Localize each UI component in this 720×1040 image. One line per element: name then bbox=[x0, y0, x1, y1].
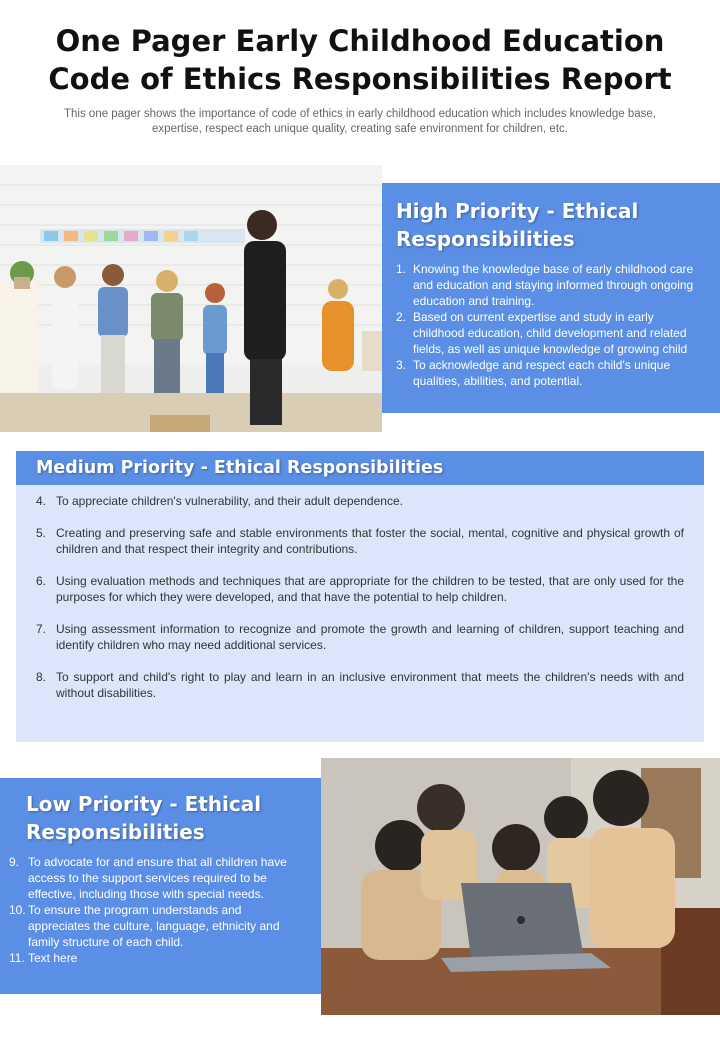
list-item: 7. Using assessment information to recognize and promote the growth and learning of children, support teaching and identify children who may need additional services. bbox=[36, 622, 684, 652]
medium-priority-panel bbox=[16, 451, 704, 742]
low-priority-panel bbox=[0, 778, 321, 994]
page-title bbox=[20, 22, 700, 98]
students-laptop-photo bbox=[321, 758, 720, 1015]
list-item: 3. To acknowledge and respect each child's unique qualities, abilities, and potential. bbox=[396, 358, 671, 388]
list-item: 4. To appreciate children's vulnerability, and their adult dependence. bbox=[36, 494, 403, 508]
list-item: 9. To advocate for and ensure that all children have access to the support services required to be effective, including those with special needs. bbox=[9, 855, 287, 901]
low-priority-heading: Low Priority - Ethical Responsibilities bbox=[26, 792, 262, 844]
medium-priority-header bbox=[16, 451, 704, 485]
medium-priority-heading: Medium Priority - Ethical Responsibilities bbox=[36, 458, 444, 478]
list-item: 1. Knowing the knowledge base of early childhood care and education and staying informed through ongoing education and training. bbox=[396, 262, 694, 308]
title-line-2: Code of Ethics Responsibilities Report bbox=[48, 62, 672, 96]
title-line-1: One Pager Early Childhood Education bbox=[55, 24, 665, 58]
list-item: 8. To support and child's right to play and learn in an inclusive environment that meets the children's needs with and without disabilities. bbox=[36, 670, 684, 700]
high-priority-heading: High Priority - Ethical Responsibilities bbox=[396, 199, 639, 251]
list-item: 5. Creating and preserving safe and stable environments that foster the social, mental, cognitive and physical growth of children and that respect their integrity and contributions. bbox=[36, 526, 684, 556]
low-priority-list bbox=[9, 854, 303, 966]
subtitle-line-2: expertise, respect each unique quality, creating safe environment for children, etc. bbox=[152, 123, 568, 135]
page-subtitle bbox=[30, 107, 690, 137]
high-priority-panel bbox=[382, 183, 720, 413]
high-priority-list bbox=[396, 261, 700, 389]
list-item: 10. To ensure the program understands and appreciates the culture, language, ethnicity and family structure of each child. bbox=[9, 903, 280, 949]
classroom-photo bbox=[0, 165, 382, 432]
subtitle-line-1: This one pager shows the importance of code of ethics in early childhood education which includes knowledge base, bbox=[64, 108, 656, 120]
medium-priority-list bbox=[16, 485, 704, 701]
list-item: 2. Based on current expertise and study in early childhood education, child development and related fields, as well as unique knowledge of growing child bbox=[396, 310, 688, 356]
list-item: 11. Text here bbox=[9, 951, 78, 965]
list-item: 6. Using evaluation methods and techniques that are appropriate for the children to be tested, that are only used for the purposes for which they were developed, and that have the potential to help children. bbox=[36, 574, 684, 604]
